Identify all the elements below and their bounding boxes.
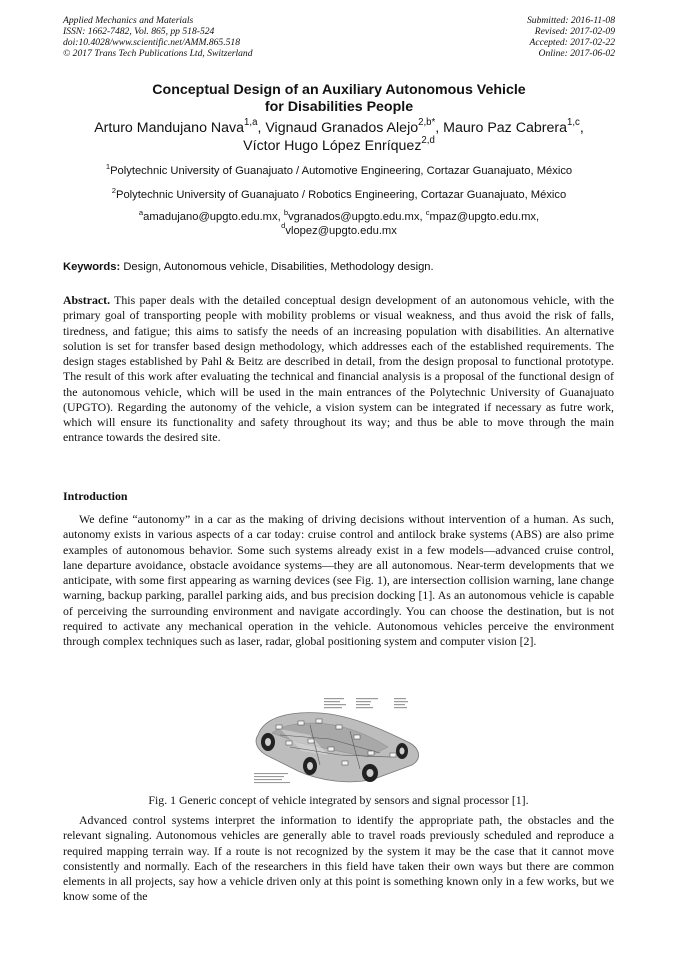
author-sep: , xyxy=(257,120,262,136)
email-a: amadujano@upgto.edu.mx, xyxy=(143,211,281,223)
journal-name: Applied Mechanics and Materials xyxy=(63,15,194,26)
author-line-1 xyxy=(40,117,638,138)
author-name: Víctor Hugo López Enríquez xyxy=(243,137,422,154)
journal-copyright: © 2017 Trans Tech Publications Ltd, Switzerland xyxy=(63,48,253,59)
title-line-2: for Disabilities People xyxy=(264,99,414,115)
email-sup: c xyxy=(425,207,430,217)
keywords xyxy=(63,261,623,274)
affiliation-2 xyxy=(40,185,638,202)
author-line-2 xyxy=(40,134,638,156)
author-name: Arturo Mandujano Nava xyxy=(94,120,245,136)
email-d: vlopez@upgto.edu.mx xyxy=(285,224,397,237)
abstract-text: This paper deals with the detailed conceptual design development of an autonomous vehicle, with the primary goal of transporting people with mobility problems or visual weakness, and thus avoid the risk of falls, tiredness, and fatigue; this aims to satisfy the needs of an increasing population with disabilities. An alternative solution is set for transfer based design methodology, which addresses each of the established requirements. The design stages established by Pahl & Beitz are described in detail, from the design proposal to functional prototype. The result of this work after evaluating the technical and financial analysis is a proposal of the functional design of the autonomous vehicle, which will be used in the main entrances of the Polytechnic University of Guanajuato (UPGTO). Regarding the autonomy of the vehicle, a vision system can be integrated if necessary as futre work, which will ensure its functionality and safety throughout its way; and thus be able to move through the main entrance towards the desired site. xyxy=(63,293,614,445)
affiliation-1 xyxy=(40,161,638,178)
vehicle-sensor-illustration xyxy=(250,695,426,790)
affiliation-sup: 1 xyxy=(105,161,111,171)
keywords-text: Design, Autonomous vehicle, Disabilities, Methodology design. xyxy=(123,261,434,273)
author-name: Mauro Paz Cabrera xyxy=(443,120,567,136)
keywords-label: Keywords: xyxy=(63,261,121,273)
affiliation-text: Polytechnic University of Guanajuato / Automotive Engineering, Cortazar Guanajuato, México xyxy=(110,165,573,177)
journal-header-right xyxy=(527,15,615,59)
author-sup: 1,c xyxy=(566,117,580,129)
email-sup: d xyxy=(281,221,286,231)
figure-1-caption: Fig. 1 Generic concept of vehicle integrated by sensors and signal processor [1]. xyxy=(148,793,529,807)
paper-title xyxy=(40,82,638,116)
abstract xyxy=(63,293,614,446)
intro-paragraph-2: Advanced control systems interpret the information to identify the appropriate path, the obstacles and the relevant signaling. Autonomous vehicles are generally able to travel roads previously scheduled and reproduce a required mapping terrain way. If a route is not recognized by the system it may be the case that it cannot move consistently and normally. Each of the researchers in this field have taken their own ways but there are common elements in all projects, say how a vehicle driven only at this point is something known only in a few works, but we know some of the xyxy=(63,813,614,904)
journal-issn: ISSN: 1662-7482, Vol. 865, pp 518-524 xyxy=(63,26,215,37)
author-sup: 2,d xyxy=(421,134,435,146)
author-sup: 1,a xyxy=(244,117,258,129)
email-sup: b xyxy=(283,207,289,217)
date-revised: Revised: 2017-02-09 xyxy=(534,26,615,37)
figure-1 xyxy=(250,695,426,790)
author-sup: 2,b* xyxy=(418,117,436,129)
journal-header-left xyxy=(63,15,253,59)
affiliation-sup: 2 xyxy=(111,185,116,195)
author-sep: , xyxy=(435,120,440,136)
email-b: vgranados@upgto.edu.mx, xyxy=(288,211,423,223)
abstract-label: Abstract. xyxy=(63,293,111,307)
date-accepted: Accepted: 2017-02-22 xyxy=(529,37,615,48)
email-line-2 xyxy=(40,221,638,239)
intro-paragraph-1: We define “autonomy” in a car as the making of driving decisions without intervention of a human. As such, autonomy exists in various aspects of a car today: cruise control and antilock brake systems (ABS) are also prime examples of autonomous behavior. Some such systems already exist in a few models—advanced cruise control, lane departure avoidance, obstacle avoidance systems—they are all autonomous. Near-term developments that we anticipate, with some first appearing as warning devices (see Fig. 1), are intersection collision warning, lane change warning, backup parking, parallel parking aids, and bus precision docking [1]. As an autonomous vehicle is capable of perceiving the surrounding environment and navigate accordingly. You can choose the destination, but is not required to activate any mechanical operation in the vehicle. Autonomous vehicles perceive the environment through complex techniques such as laser, radar, global positioning system and computer vision [2]. xyxy=(63,512,614,648)
author-name: Vignaud Granados Alejo xyxy=(265,120,419,136)
email-line-1 xyxy=(40,207,638,225)
author-sep: , xyxy=(579,120,584,136)
affiliation-text: Polytechnic University of Guanajuato / Robotics Engineering, Cortazar Guanajuato, México xyxy=(116,189,567,201)
title-line-1: Conceptual Design of an Auxiliary Autonomous Vehicle xyxy=(152,82,526,98)
author-list xyxy=(40,117,638,155)
email-c: mpaz@upgto.edu.mx, xyxy=(429,211,540,223)
journal-doi: doi:10.4028/www.scientific.net/AMM.865.518 xyxy=(63,37,241,48)
date-submitted: Submitted: 2016-11-08 xyxy=(526,15,615,26)
email-sup: a xyxy=(138,207,144,217)
date-online: Online: 2017-06-02 xyxy=(538,48,615,59)
section-heading-introduction: Introduction xyxy=(63,489,128,503)
email-list xyxy=(40,207,638,238)
